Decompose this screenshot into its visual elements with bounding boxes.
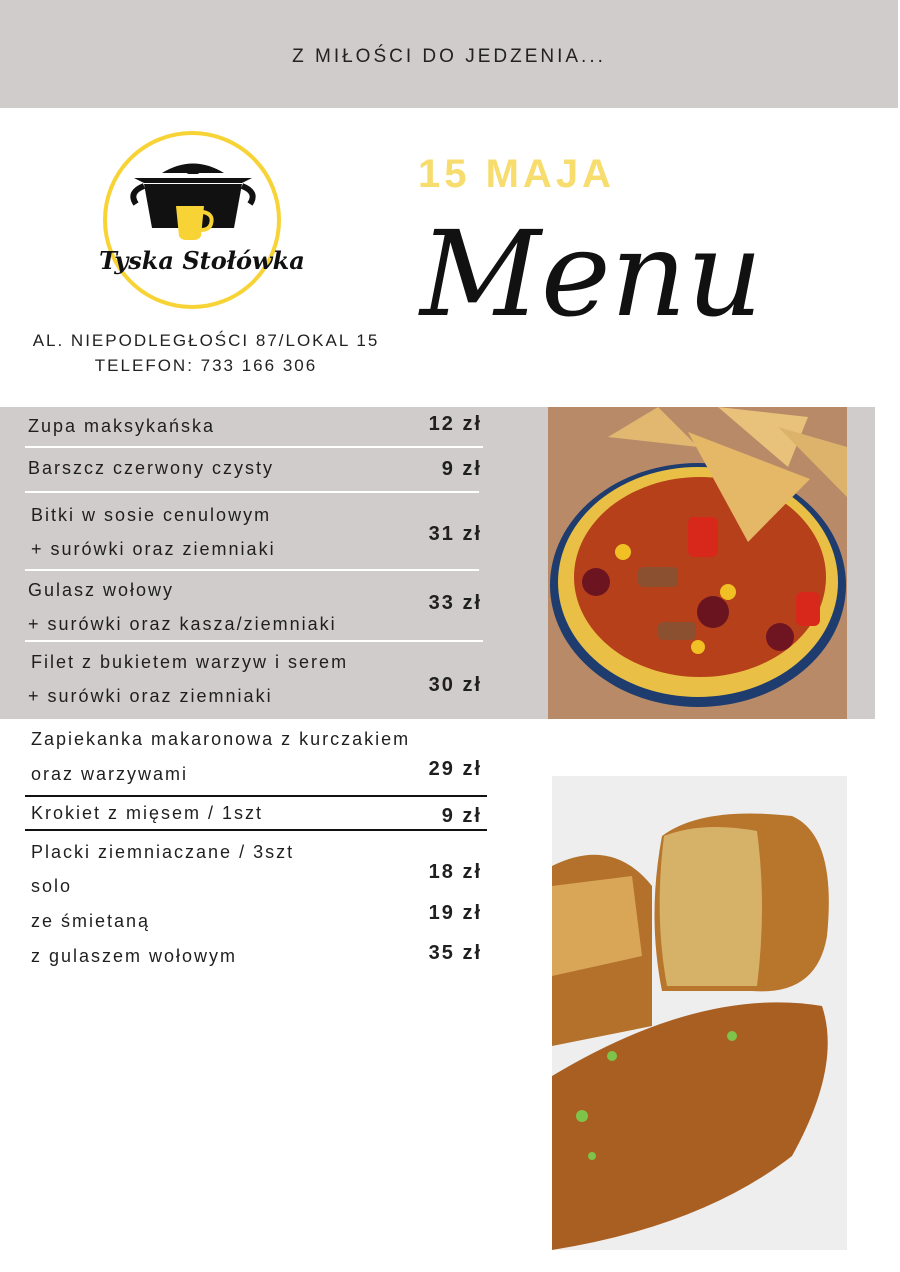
menu-item-price: 12 zł [428,413,482,435]
menu-item-name: Barszcz czerwony czysty [28,458,275,478]
menu-item-price: 31 zł [428,523,482,545]
menu-item-price: 33 zł [428,592,482,614]
divider [25,795,487,797]
variant-label: ze śmietaną [31,911,151,931]
variant-label: solo [31,876,73,896]
menu-item-name: Zupa maksykańska [28,416,216,436]
address-block [20,328,392,378]
divider [25,829,487,831]
menu-item-detail: + surówki oraz ziemniaki [31,539,276,559]
street-address: AL. NIEPODLEGŁOŚCI 87/LOKAL 15 [32,331,380,350]
soup-photo [548,407,847,719]
menu-item-price: 30 zł [428,674,482,696]
menu-item-price: 9 zł [441,458,482,480]
variant-price: 35 zł [428,942,482,964]
menu-item-name: Krokiet z mięsem / 1szt [31,803,264,823]
menu-item-price: 9 zł [441,805,482,827]
variant-label: z gulaszem wołowym [31,946,238,966]
menu-item-name: Bitki w sosie cenulowym [31,505,272,525]
croquette-photo [552,776,847,1250]
menu-date: 15 MAJA [418,152,615,196]
divider [25,569,479,571]
logo-brand-text: Tyska Stołówka [99,246,305,275]
divider [25,446,483,448]
phone-number: TELEFON: 733 166 306 [94,356,318,375]
header-band [0,0,898,108]
divider [25,491,479,493]
variant-price: 19 zł [428,902,482,924]
menu-item-price: 29 zł [428,758,482,780]
menu-item-name: Zapiekanka makaronowa z kurczakiem [31,729,411,749]
restaurant-logo [82,128,322,314]
menu-item-name: Gulasz wołowy [28,580,175,600]
menu-item-name: Placki ziemniaczane / 3szt [31,842,295,862]
variant-price: 18 zł [428,861,482,883]
tagline: Z MIŁOŚCI DO JEDZENIA... [292,46,606,67]
menu-item-detail: + surówki oraz ziemniaki [28,686,273,706]
divider [25,640,483,642]
menu-item-name: Filet z bukietem warzyw i serem [31,652,349,672]
menu-title: Menu [420,205,763,343]
menu-item-detail: + surówki oraz kasza/ziemniaki [28,614,337,634]
menu-item-detail: oraz warzywami [31,764,189,784]
